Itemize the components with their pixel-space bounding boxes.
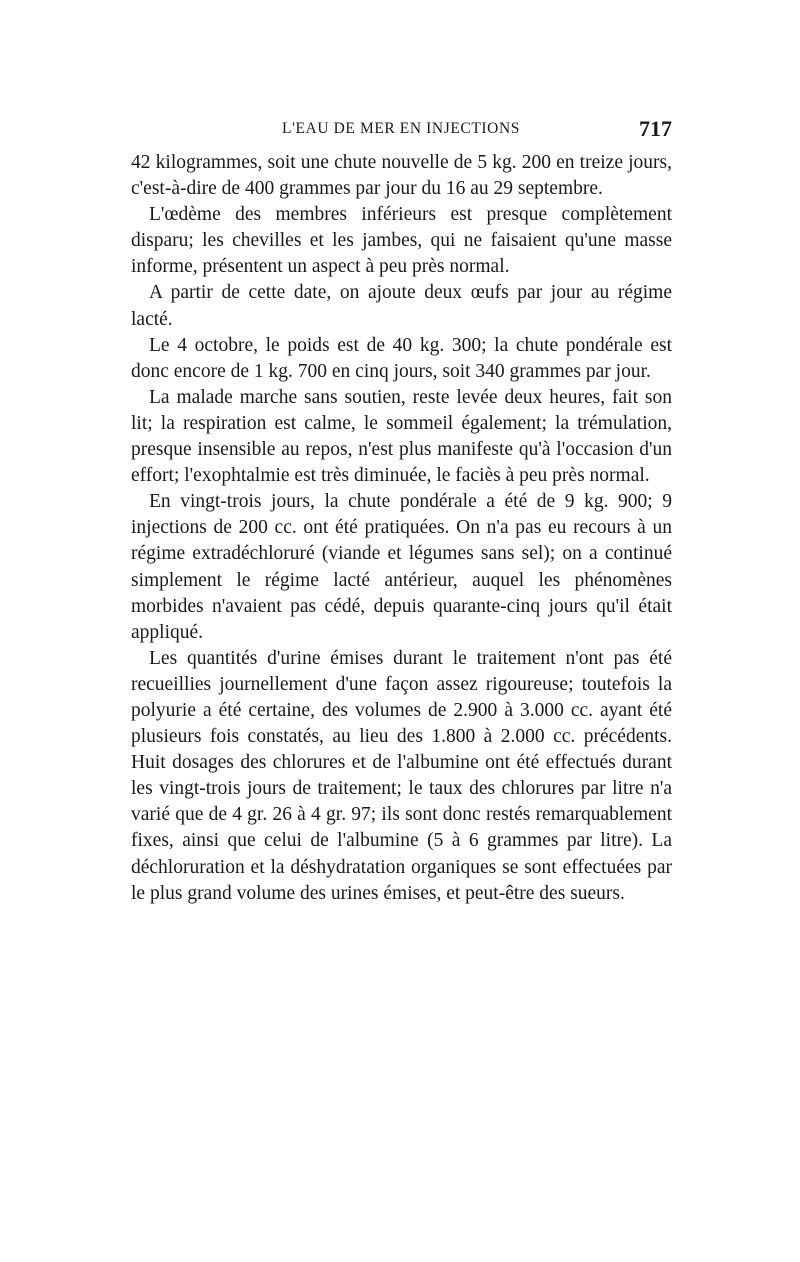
running-head: [130, 116, 672, 144]
paragraph-continuation: 42 kilogrammes, soit une chute nouvelle de 5 kg. 200 en treize jours, c'est-à-dire de 400 grammes par jour du 16 au 29 septembre.: [131, 152, 672, 200]
paragraph-bilan-injections: En vingt-trois jours, la chute pondérale a été de 9 kg. 900; 9 injections de 200 cc. ont été pratiquées. On n'a pas eu recours à un régime extradéchloruré (viande et légumes sans sel); on a continué simplement le régime lacté antérieur, auquel les phénomènes morbides n'avaient pas cédé, depuis quarante-cinq jours qu'il était appliqué.: [131, 491, 672, 643]
body-text: [131, 150, 672, 907]
paragraph-poids-4-octobre: Le 4 octobre, le poids est de 40 kg. 300; la chute pondérale est donc encore de 1 kg. 700 en cinq jours, soit 340 grammes par jour.: [131, 334, 672, 382]
paragraph-urines-chlorures: Les quantités d'urine émises durant le traitement n'ont pas été recueillies journellement d'une façon assez rigoureuse; toutefois la polyurie a été certaine, des volumes de 2.900 à 3.000 cc. ayant été plusieurs fois constatés, au lieu des 1.800 à 2.000 cc. précédents. Huit dosages des chlorures et de l'albumine ont été effectués durant les vingt-trois jours de traitement; le taux des chlorures par litre n'a varié que de 4 gr. 26 à 4 gr. 97; ils sont donc restés remarquablement fixes, ainsi que celui de l'albumine (5 à 6 grammes par litre). La déchloruration et la déshydratation organiques se sont effectuées par le plus grand volume des urines émises, et peut-être des sueurs.: [131, 647, 672, 904]
paragraph-oedeme: L'œdème des membres inférieurs est presque complètement disparu; les chevilles et les jambes, qui ne faisaient qu'une masse informe, présentent un aspect à peu près normal.: [131, 204, 672, 278]
running-title: L'EAU DE MER EN INJECTIONS: [282, 120, 520, 137]
paragraph-regime-lacte: A partir de cette date, on ajoute deux œufs par jour au régime lacté.: [131, 282, 672, 330]
paragraph-etat-malade: La malade marche sans soutien, reste levée deux heures, fait son lit; la respiration est calme, le sommeil également; la trémulation, presque insensible au repos, n'est plus manifeste qu'à l'occasion d'un effort; l'exophtalmie est très diminuée, le faciès à peu près normal.: [131, 386, 672, 487]
page-number: 717: [639, 116, 672, 141]
